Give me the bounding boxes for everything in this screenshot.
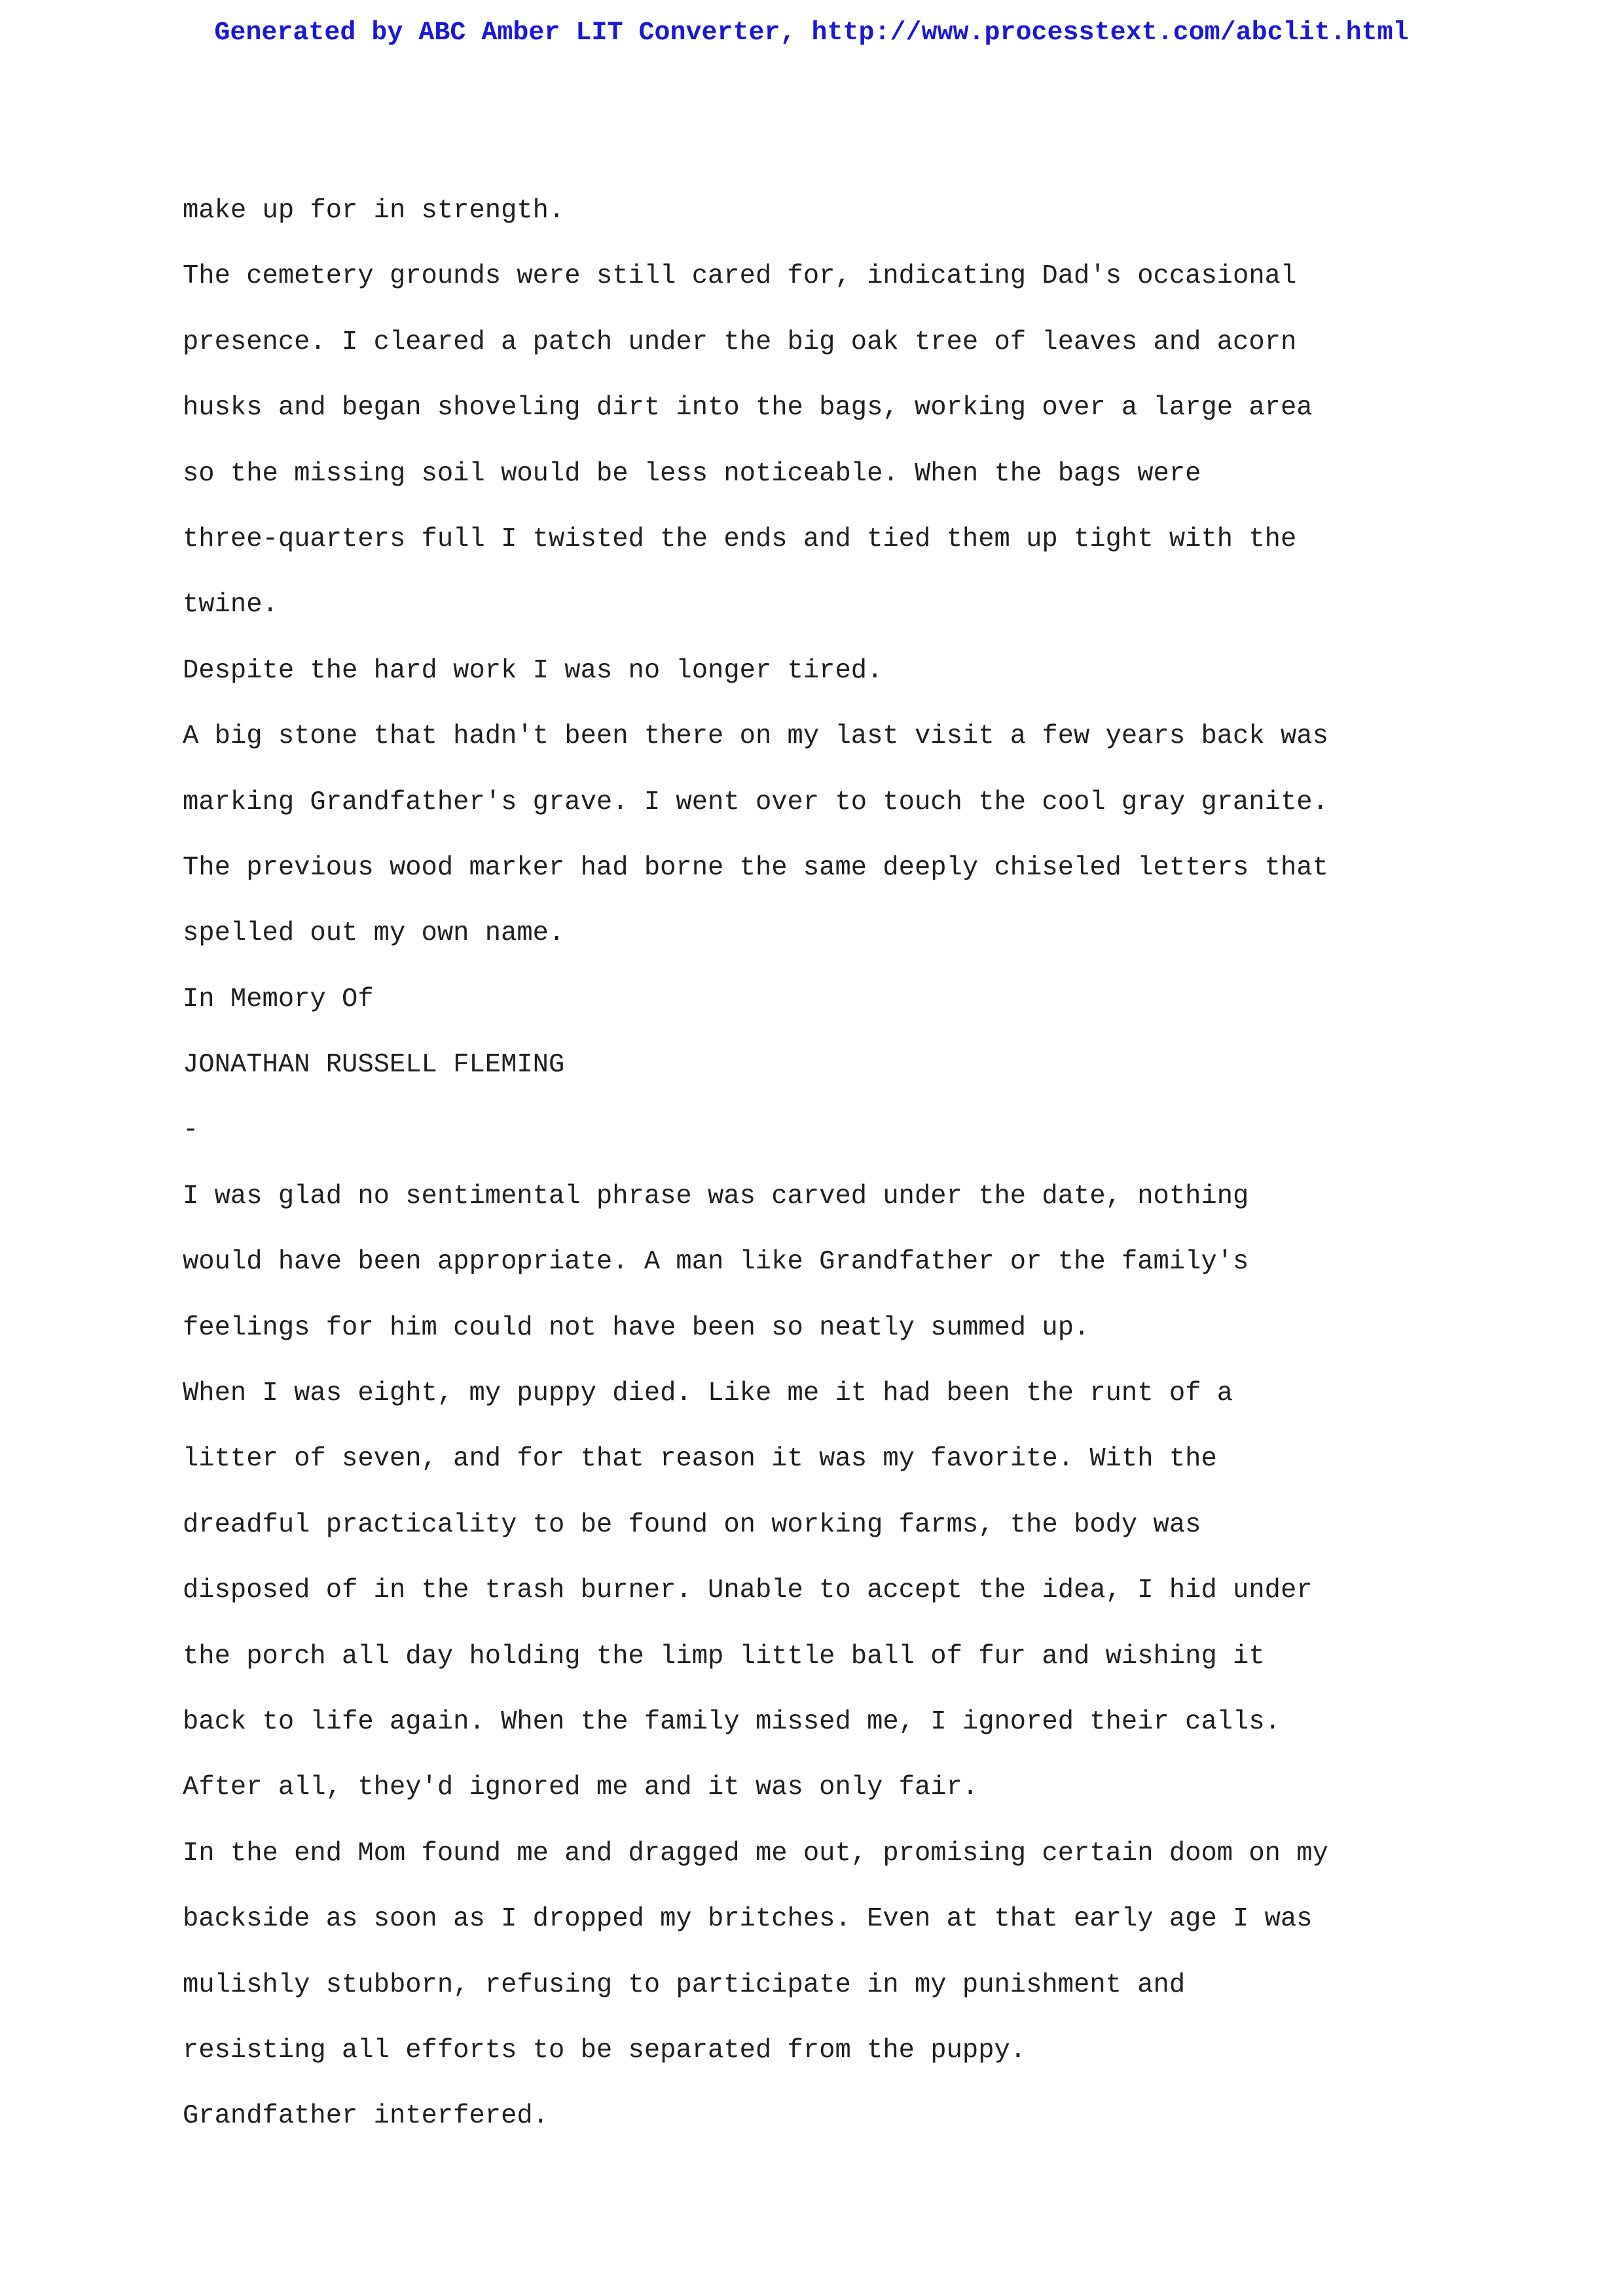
memorial-heading: In Memory Of — [183, 984, 374, 1014]
text-line: back to life again. When the family missed me, I ignored their calls. — [183, 1706, 1281, 1737]
text-line: The previous wood marker had borne the same deeply chiseled letters that — [183, 852, 1328, 883]
text-line: marking Grandfather's grave. I went over to touch the cool gray granite. — [183, 787, 1328, 817]
text-line: backside as soon as I dropped my britches. Even at that early age I was — [183, 1904, 1313, 1935]
text-line: When I was eight, my puppy died. Like me it had been the runt of a — [183, 1378, 1233, 1409]
text-line: the porch all day holding the limp little ball of fur and wishing it — [183, 1641, 1265, 1672]
memorial-name: JONATHAN RUSSELL FLEMING — [183, 1050, 565, 1081]
text-line: After all, they'd ignored me and it was only fair. — [183, 1772, 979, 1803]
text-line: A big stone that hadn't been there on my last visit a few years back was — [183, 721, 1328, 752]
text-line: dreadful practicality to be found on working farms, the body was — [183, 1509, 1201, 1540]
text-line: The cemetery grounds were still cared for, indicating Dad's occasional — [183, 261, 1297, 292]
text-line: husks and began shoveling dirt into the bags, working over a large area — [183, 393, 1313, 423]
text-line: Despite the hard work I was no longer tired. — [183, 655, 883, 686]
document-body — [183, 178, 1492, 2149]
memorial-dash: - — [183, 1115, 199, 1146]
text-line: In the end Mom found me and dragged me out, promising certain doom on my — [183, 1838, 1328, 1869]
text-line: Grandfather interfered. — [183, 2101, 549, 2132]
text-line: twine. — [183, 590, 278, 620]
text-line: litter of seven, and for that reason it was my favorite. With the — [183, 1444, 1217, 1475]
text-line: so the missing soil would be less noticeable. When the bags were — [183, 458, 1201, 489]
text-line: resisting all efforts to be separated from the puppy. — [183, 2035, 1027, 2066]
text-line: spelled out my own name. — [183, 918, 565, 949]
converter-header: Generated by ABC Amber LIT Converter, http://www.processtext.com/abclit.html — [214, 18, 1409, 48]
text-line: three-quarters full I twisted the ends and tied them up tight with the — [183, 524, 1297, 554]
text-line: I was glad no sentimental phrase was carved under the date, nothing — [183, 1181, 1249, 1211]
text-line: presence. I cleared a patch under the big oak tree of leaves and acorn — [183, 327, 1297, 357]
text-line: disposed of in the trash burner. Unable to accept the idea, I hid under — [183, 1575, 1313, 1606]
text-line: would have been appropriate. A man like Grandfather or the family's — [183, 1247, 1249, 1278]
text-line: feelings for him could not have been so neatly summed up. — [183, 1312, 1090, 1343]
text-line: mulishly stubborn, refusing to participate in my punishment and — [183, 1969, 1186, 2000]
text-line: make up for in strength. — [183, 196, 565, 226]
